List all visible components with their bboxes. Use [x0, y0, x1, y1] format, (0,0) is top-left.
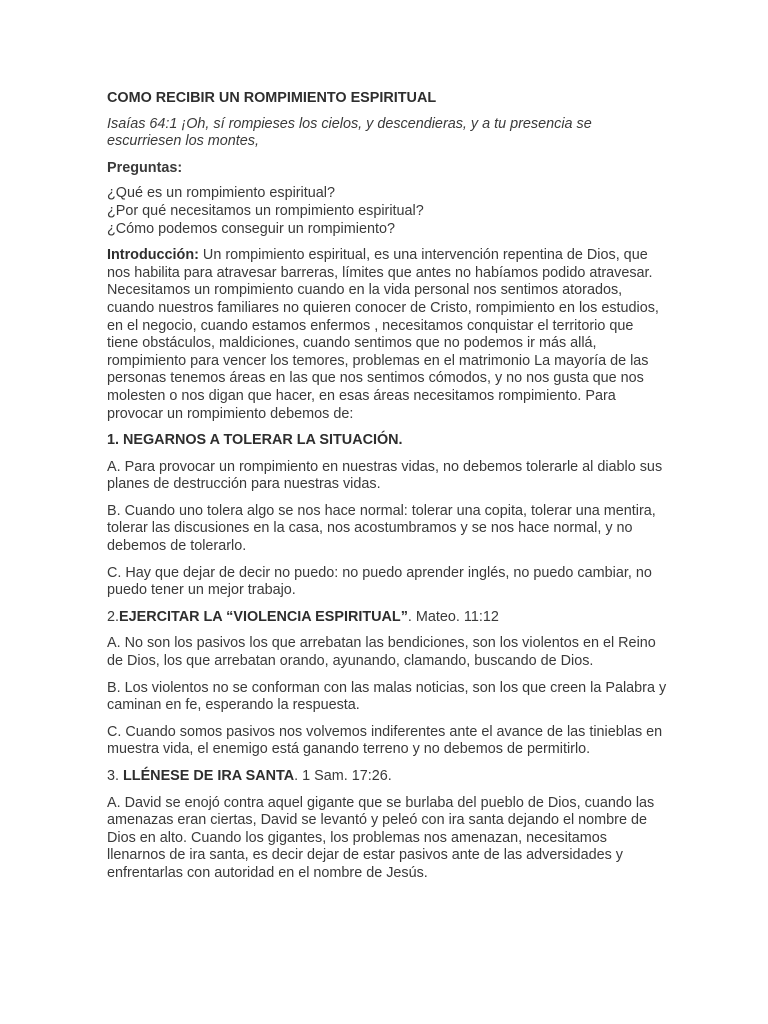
section2-title: [107, 609, 667, 627]
questions-list: [107, 185, 667, 238]
section1-paragraph: B. Cuando uno tolera algo se nos hace normal: tolerar una copita, tolerar una mentira, tolerar las discusiones en la casa, nos acostumbramos y se nos hace normal, y no debemos de tolerarlo.: [107, 502, 656, 555]
section2-reference: . Mateo. 11:12: [407, 608, 499, 625]
section2-paragraph: B. Los violentos no se conforman con las malas noticias, son los que creen la Palabra y caminan en fe, esperando la respuesta.: [107, 679, 667, 714]
section3-heading: LLÉNESE DE IRA SANTA: [123, 768, 295, 784]
question-item: ¿Qué es un rompimiento espiritual?: [107, 185, 335, 202]
document-title: COMO RECIBIR UN ROMPIMIENTO ESPIRITUAL: [107, 90, 437, 106]
section3-paragraph: A. David se enojó contra aquel gigante que se burlaba del pueblo de Dios, cuando las amenazas eran ciertas, David se levantó y peleó con ira santa dejando el nombre de Dios en alto. Cuando los gigantes, los problemas nos amenazan, necesitamos llenarnos de ira santa, es decir dejar de estar pasivos ante de las adversidades y enfrentarlas con autoridad en el nombre de Jesús.: [107, 794, 655, 881]
question-item: ¿Por qué necesitamos un rompimiento espiritual?: [107, 202, 424, 219]
question-item: ¿Cómo podemos conseguir un rompimiento?: [107, 220, 395, 237]
questions-label: Preguntas:: [107, 159, 183, 176]
section2-paragraph: C. Cuando somos pasivos nos volvemos indiferentes ante el avance de las tinieblas en muestra vida, el enemigo está ganando terreno y no debemos de permitirlo.: [107, 723, 663, 758]
section3-reference: . 1 Sam. 17:26.: [294, 768, 392, 784]
section3-number: 3.: [107, 768, 123, 784]
section1-heading: 1. NEGARNOS A TOLERAR LA SITUACIÓN.: [107, 432, 403, 449]
section3-title: [107, 768, 667, 786]
document-page: [107, 90, 667, 892]
section2-heading: EJERCITAR LA “VIOLENCIA ESPIRITUAL”: [119, 608, 408, 625]
intro-text: Un rompimiento espiritual, es una intervención repentina de Dios, que nos habilita para atravesar barreras, límites que antes no habíamos podido atravesar. Necesitamos un rompimiento cuando en la vida personal nos sentimos atorados, cuando nuestros familiares no quieren conocer de Cristo, rompimiento en los estudios, en el negocio, cuando estamos enfermos , necesitamos conquistar el territorio que tiene obstáculos, maldiciones, cuando sentimos que no podemos ir más allá, rompimiento para vencer los temores, problemas en el matrimonio La mayoría de las personas tenemos áreas en las que nos sentimos cómodos, y no nos gusta que nos molesten o nos digan que hacer, en esas áreas necesitamos rompimiento. Para provocar un rompimiento debemos de:: [107, 247, 659, 422]
section2-paragraph: A. No son los pasivos los que arrebatan las bendiciones, son los violentos en el Reino de Dios, los que arrebatan orando, ayunando, clamando, buscando de Dios.: [107, 635, 656, 670]
intro-paragraph: [107, 247, 667, 423]
section1-paragraph: A. Para provocar un rompimiento en nuestras vidas, no debemos tolerarle al diablo sus planes de destrucción para nuestras vidas.: [107, 458, 663, 493]
intro-label: Introducción:: [107, 247, 199, 264]
verse-quote: Isaías 64:1 ¡Oh, sí rompieses los cielos, y descendieras, y a tu presencia se escurriesen los montes,: [107, 115, 592, 150]
section2-number: 2.: [107, 608, 120, 625]
section1-paragraph: C. Hay que dejar de decir no puedo: no puedo aprender inglés, no puedo cambiar, no puedo tener un mejor trabajo.: [107, 564, 652, 599]
